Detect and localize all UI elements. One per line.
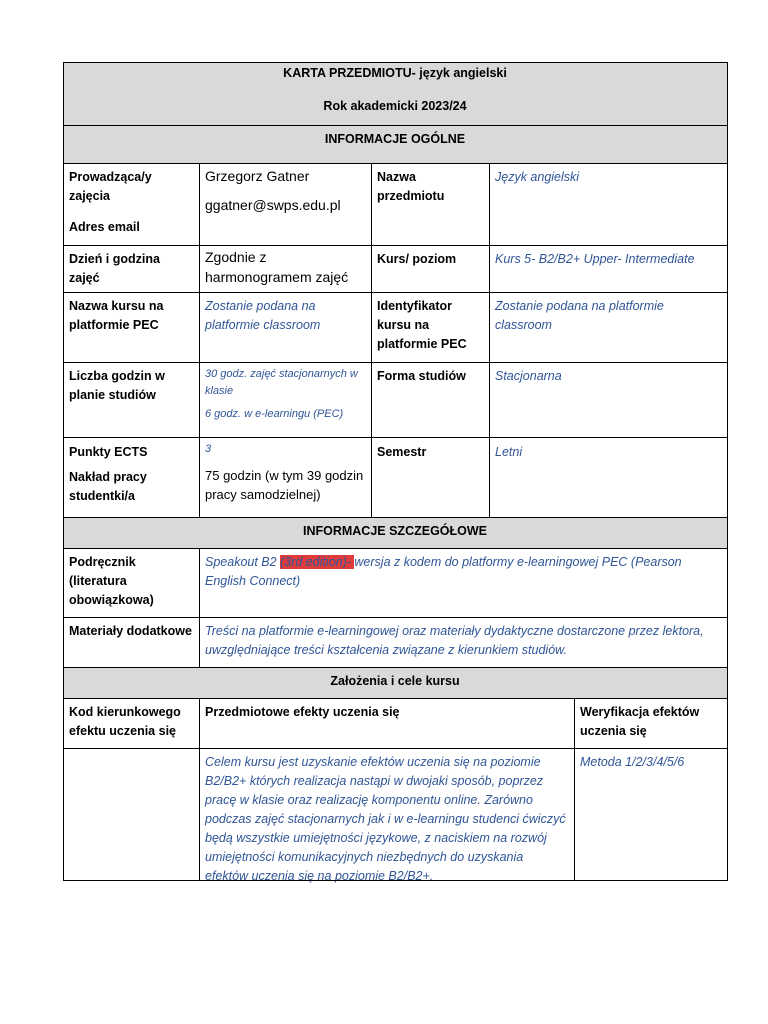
goals-col-verification: Weryfikacja efektów uczenia się: [580, 705, 700, 738]
materials-label: Materiały dodatkowe: [69, 624, 192, 638]
goals-col-code: Kod kierunkowego efektu uczenia się: [69, 705, 181, 738]
edition-highlight: (3rd edition)-: [280, 555, 355, 569]
ects-points: 3: [205, 443, 212, 455]
semester-label: Semestr: [377, 445, 427, 459]
teacher-name: Grzegorz Gatner: [205, 168, 310, 184]
day-label: Dzień i godzina zajęć: [69, 252, 160, 285]
card-title: KARTA PRZEDMIOTU- język angielski: [283, 66, 507, 80]
teacher-email: ggatner@swps.edu.pl: [205, 197, 341, 213]
form-label: Forma studiów: [377, 369, 466, 383]
day-value: Zgodnie z harmonogramem zajęć: [205, 249, 349, 285]
workload-value: 75 godzin (w tym 39 godzin pracy samodzielnej): [205, 468, 364, 502]
goals-verification-value: Metoda 1/2/3/4/5/6: [580, 755, 685, 769]
teacher-value: [199, 161, 371, 220]
textbook-value: Speakout B2 (3rd edition)- wersja z kodem do platformy e-learningowej PEC (Pearson English Connect): [205, 555, 682, 588]
pec-label: Nazwa kursu na platformie PEC: [69, 299, 164, 332]
goals-code-value: [63, 748, 199, 758]
section-detail-title: INFORMACJE SZCZEGÓŁOWE: [302, 524, 488, 538]
teacher-label: Prowadząca/y zajęcia Adres email: [69, 170, 152, 234]
form-value: Stacjonarna: [495, 369, 562, 383]
ects-value: [199, 436, 371, 509]
pec-id-label: Identyfikator kursu na platformie PEC: [377, 299, 467, 351]
textbook-label: Podręcznik (literatura obowiązkowa): [69, 555, 154, 607]
goals-effects-value: Celem kursu jest uzyskanie efektów uczenia się na poziomie B2/B2+ których realizacja nastąpi w dwojaki sposób, poprzez pracę w klasie oraz realizację komponentu online. Zarówno podczas zajęć stacjonarnych jak i w e-learningu studenci ćwiczyć będą wszystkie umiejętności językowe, z naciskiem na rozwój umiejętności komunikacyjnych niezbędnych do uzyskania efektów uczenia się na poziomie B2/B2+.: [205, 755, 566, 883]
subject-value: Język angielski: [495, 170, 580, 184]
academic-year: Rok akademicki 2023/24: [323, 99, 467, 113]
hours-classroom: 30 godz. zajęć stacjonarnych w klasie: [205, 368, 358, 397]
pec-value: Zostanie podana na platformie classroom: [205, 299, 321, 332]
hours-label: Liczba godzin w planie studiów: [69, 369, 165, 402]
pec-id-value: Zostanie podana na platformie classroom: [495, 299, 664, 332]
hours-elearning: 6 godz. w e-learningu (PEC): [205, 408, 344, 420]
section-general-title: INFORMACJE OGÓLNE: [324, 132, 466, 146]
goals-col-effects: Przedmiotowe efekty uczenia się: [205, 705, 400, 719]
course-label: Kurs/ poziom: [377, 252, 457, 266]
course-value: Kurs 5- B2/B2+ Upper- Intermediate: [495, 252, 695, 266]
semester-value: Letni: [495, 445, 523, 459]
hours-value: [199, 361, 371, 428]
section-goals-title: Założenia i cele kursu: [330, 674, 460, 688]
materials-value: Treści na platformie e-learningowej oraz materiały dydaktyczne dostarczone przez lektora, uwzględniające treści kształcenia związane z kierunkiem studiów.: [205, 624, 704, 657]
ects-label: Punkty ECTS Nakład pracy studentki/a: [69, 445, 148, 503]
subject-label: Nazwa przedmiotu: [377, 170, 445, 203]
